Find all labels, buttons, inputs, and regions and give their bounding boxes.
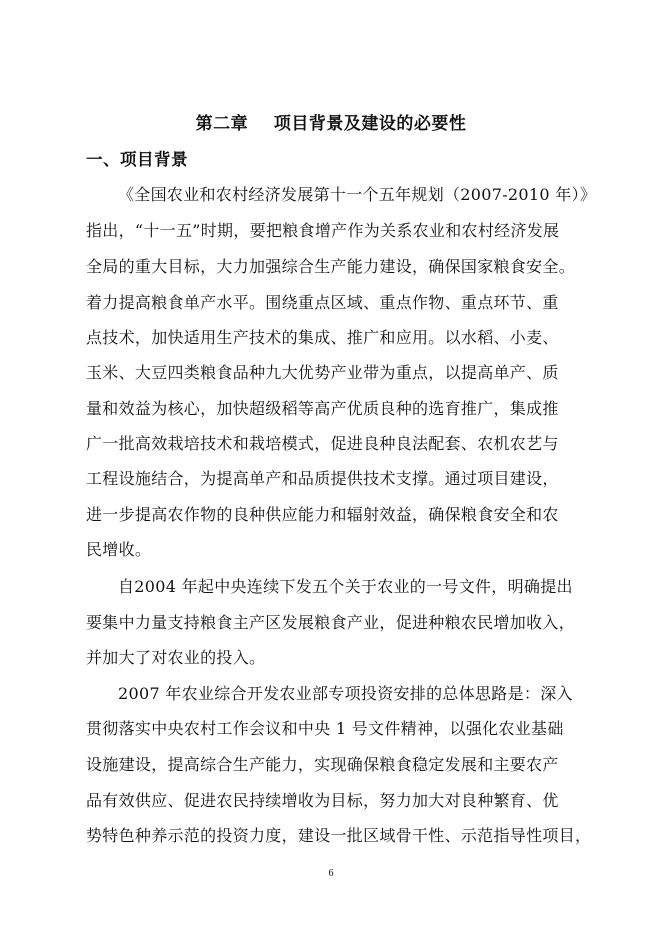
paragraph-3-line-3: 设施建设，提高综合生产能力，实现确保粮食稳定发展和主要农产 [86, 755, 559, 774]
paragraph-1-line-1: 《全国农业和农村经济发展第十一个五年规划（2007-2010 年）》 [118, 185, 597, 204]
paragraph-1-line-4: 着力提高粮食单产水平。围绕重点区域、重点作物、重点环节、重 [86, 293, 559, 312]
chapter-title: 第二章 项目背景及建设的必要性 [195, 114, 467, 134]
paragraph-1-line-10: 进一步提高农作物的良种供应能力和辐射效益，确保粮食安全和农 [86, 505, 559, 524]
page-number: 6 [328, 868, 334, 879]
paragraph-1-line-9: 工程设施结合，为提高单产和品质提供技术支撑。通过项目建设， [86, 469, 559, 488]
paragraph-1-line-6: 玉米、大豆四类粮食品种九大优势产业带为重点，以提高单产、质 [86, 363, 559, 382]
paragraph-3-line-2: 贯彻落实中央农村工作会议和中央 1 号文件精神，以强化农业基础 [86, 719, 564, 738]
paragraph-3-line-4: 品有效供应、促进农民持续增收为目标，努力加大对良种繁育、优 [86, 791, 559, 810]
paragraph-3-line-1: 2007 年农业综合开发农业部专项投资安排的总体思路是：深入 [118, 684, 573, 703]
paragraph-1-line-8: 广一批高效栽培技术和栽培模式，促进良种良法配套、农机农艺与 [86, 434, 559, 453]
paragraph-1-line-7: 量和效益为核心，加快超级稻等高产优质良种的选育推广，集成推 [86, 399, 559, 418]
paragraph-1-line-5: 点技术，加快适用生产技术的集成、推广和应用。以水稻、小麦、 [86, 328, 559, 347]
paragraph-1-line-3: 全局的重大目标，大力加强综合生产能力建设，确保国家粮食安全。 [86, 257, 576, 276]
paragraph-1-line-11: 民增收。 [86, 540, 152, 559]
paragraph-1-line-2: 指出，“十一五”时期，要把粮食增产作为关系农业和农村经济发展 [86, 221, 560, 240]
paragraph-2-line-1: 自2004 年起中央连续下发五个关于农业的一号文件，明确提出 [118, 577, 573, 596]
section-heading: 一、项目背景 [86, 150, 188, 169]
paragraph-2-line-3: 并加大了对农业的投入。 [86, 648, 266, 667]
paragraph-3-line-5: 势特色种养示范的投资力度，建设一批区域骨干性、示范指导性项目， [86, 826, 592, 845]
paragraph-2-line-2: 要集中力量支持粮食主产区发展粮食产业，促进种粮农民增加收入， [86, 613, 576, 632]
